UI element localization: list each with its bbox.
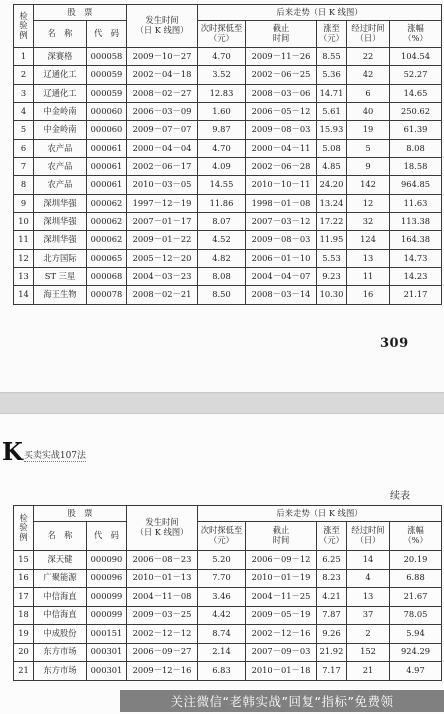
table-cell: 21.17 — [390, 286, 442, 304]
table-cell: 2008－02－21 — [127, 286, 198, 304]
table-cell: 4.21 — [317, 588, 347, 607]
table-cell: 000062 — [87, 213, 127, 231]
header-row-label: 检 验 例 — [14, 5, 34, 48]
table-cell: 12 — [14, 249, 34, 267]
table-cell: 7.17 — [317, 662, 347, 681]
table-cell: 5 — [14, 121, 34, 139]
table-cell: 2 — [14, 66, 34, 84]
table-cell: 8.74 — [198, 625, 246, 644]
table-cell: 7.87 — [317, 606, 347, 625]
table-row — [14, 66, 442, 84]
table-row — [14, 588, 442, 607]
header-low: 次时探低至 （元） — [198, 21, 246, 48]
table-row — [14, 249, 442, 267]
table-cell: 2009－01－22 — [127, 231, 198, 249]
table-cell: 000065 — [87, 249, 127, 267]
header-stock-group: 股 票 — [34, 506, 127, 522]
table-row — [14, 121, 442, 139]
table-cell: 2002－06－28 — [246, 158, 317, 176]
table-row — [14, 158, 442, 176]
table-cell: 000068 — [87, 268, 127, 286]
table-cell: 4.52 — [198, 231, 246, 249]
table-cell: 2008－03－06 — [246, 84, 317, 102]
table-cell: 东方市场 — [34, 643, 87, 662]
table-cell: 250.62 — [390, 103, 442, 121]
table-cell: 21.67 — [390, 588, 442, 607]
table-cell: 2009－03－25 — [127, 606, 198, 625]
table-cell: 2010－10－11 — [246, 176, 317, 194]
table-row — [14, 268, 442, 286]
table-cell: 000060 — [87, 103, 127, 121]
stock-table-1 — [13, 4, 442, 305]
table-cell: 000062 — [87, 194, 127, 212]
logo-text: 买卖实战107法 — [24, 448, 86, 462]
table-cell: 北方国际 — [34, 249, 87, 267]
table-cell: 中金岭南 — [34, 103, 87, 121]
table-cell: 8 — [14, 176, 34, 194]
table-cell: 10.30 — [317, 286, 347, 304]
table-cell: 2 — [347, 625, 390, 644]
table-cell: 2006－03－09 — [127, 103, 198, 121]
table-cell: 1.60 — [198, 103, 246, 121]
table-cell: 2004－03－23 — [127, 268, 198, 286]
table-cell: 5.20 — [198, 551, 246, 570]
table-cell: 2009－10－27 — [127, 48, 198, 66]
table-row — [14, 176, 442, 194]
table-row — [14, 643, 442, 662]
table-cell: 78.05 — [390, 606, 442, 625]
table-cell: 152 — [347, 643, 390, 662]
table-cell: 000060 — [87, 121, 127, 139]
table-cell: 17.22 — [317, 213, 347, 231]
table-cell: 11 — [347, 268, 390, 286]
table-cell: 17 — [14, 588, 34, 607]
table-cell: 2010－03－05 — [127, 176, 198, 194]
table-cell: 000059 — [87, 84, 127, 102]
table-cell: 4 — [14, 103, 34, 121]
table-cell: 6 — [347, 84, 390, 102]
table-cell: 广聚能源 — [34, 569, 87, 588]
table-cell: 2006－09－12 — [246, 551, 317, 570]
table-row — [14, 231, 442, 249]
table-cell: 14 — [14, 286, 34, 304]
table-cell: 农产品 — [34, 176, 87, 194]
header-rise: 涨至 （元） — [317, 522, 347, 551]
table-cell: 2009－08－03 — [246, 231, 317, 249]
stock-table-2 — [13, 505, 442, 681]
table-cell: 农产品 — [34, 158, 87, 176]
table-cell: 13 — [347, 588, 390, 607]
table-cell: 2002－06－17 — [127, 158, 198, 176]
table-cell: 8.50 — [198, 286, 246, 304]
table-cell: 12.83 — [198, 84, 246, 102]
header-stock-group: 股 票 — [34, 5, 127, 21]
table-cell: 中信海直 — [34, 588, 87, 607]
header-trend-group: 后来走势（日 K 线图） — [198, 5, 442, 21]
header-gain: 涨幅 （%） — [390, 522, 442, 551]
table-row — [14, 48, 442, 66]
header-low: 次时探低至 （元） — [198, 522, 246, 551]
table-cell: 5.08 — [317, 139, 347, 157]
table-row — [14, 286, 442, 304]
table-cell: 2009－08－03 — [246, 121, 317, 139]
table-cell: 2.14 — [198, 643, 246, 662]
table-cell: 4.85 — [317, 158, 347, 176]
table-cell: 2004－11－25 — [246, 588, 317, 607]
table-cell: 2007－03－12 — [246, 213, 317, 231]
header-end: 截止 时间 — [246, 21, 317, 48]
table-cell: 000059 — [87, 66, 127, 84]
header-end: 截止 时间 — [246, 522, 317, 551]
table-cell: 4.82 — [198, 249, 246, 267]
table-cell: 东方市场 — [34, 662, 87, 681]
table-cell: 8.07 — [198, 213, 246, 231]
table-cell: 21 — [347, 662, 390, 681]
table-cell: 农产品 — [34, 139, 87, 157]
wechat-watermark: 关注微信“老韩实战”回复“指标”免费领 — [120, 690, 444, 712]
table-cell: 000099 — [87, 588, 127, 607]
table-cell: 6.83 — [198, 662, 246, 681]
table-cell: 000301 — [87, 662, 127, 681]
header-trend-group: 后来走势（日 K 线图） — [198, 506, 442, 522]
table-cell: 9.87 — [198, 121, 246, 139]
table-cell: 深圳华强 — [34, 213, 87, 231]
table-cell: 000058 — [87, 48, 127, 66]
table-cell: 104.54 — [390, 48, 442, 66]
table-cell: 5 — [347, 139, 390, 157]
table-cell: 14.55 — [198, 176, 246, 194]
table-cell: 1 — [14, 48, 34, 66]
table-cell: 9 — [347, 158, 390, 176]
table-cell: 4.09 — [198, 158, 246, 176]
table-cell: 42 — [347, 66, 390, 84]
table-cell: 113.38 — [390, 213, 442, 231]
table-cell: 20 — [14, 643, 34, 662]
header-code: 代 码 — [87, 21, 127, 48]
table-cell: 164.38 — [390, 231, 442, 249]
table-cell: 2002－04－18 — [127, 66, 198, 84]
table-cell: 14.73 — [390, 249, 442, 267]
table-cell: 19 — [14, 625, 34, 644]
table-cell: 3.52 — [198, 66, 246, 84]
table-cell: 2009－05－19 — [246, 606, 317, 625]
table-cell: 5.53 — [317, 249, 347, 267]
table-cell: 000078 — [87, 286, 127, 304]
table-cell: 2006－08－23 — [127, 551, 198, 570]
table-cell: 000096 — [87, 569, 127, 588]
table-row — [14, 103, 442, 121]
table-cell: 9.23 — [317, 268, 347, 286]
table-cell: 深赛格 — [34, 48, 87, 66]
table-cell: 深天健 — [34, 551, 87, 570]
table-cell: 9 — [14, 194, 34, 212]
table-cell: 2009－11－26 — [246, 48, 317, 66]
table-cell: 2007－01－17 — [127, 213, 198, 231]
table-cell: 2004－04－07 — [246, 268, 317, 286]
table-cell: 142 — [347, 176, 390, 194]
table-cell: 2004－11－08 — [127, 588, 198, 607]
table-cell: 4.42 — [198, 606, 246, 625]
table-cell: 40 — [347, 103, 390, 121]
table-cell: 2000－04－11 — [246, 139, 317, 157]
header-row-label: 检 验 例 — [14, 506, 34, 551]
table-cell: 10 — [14, 213, 34, 231]
table-cell: 16 — [347, 286, 390, 304]
table-cell: 000090 — [87, 551, 127, 570]
header-rise: 涨至 （元） — [317, 21, 347, 48]
table-cell: 2010－01－13 — [127, 569, 198, 588]
table-cell: 18 — [14, 606, 34, 625]
table-cell: 24.20 — [317, 176, 347, 194]
table-cell: 2009－12－16 — [127, 662, 198, 681]
table-cell: 4.70 — [198, 139, 246, 157]
header-date: 发生时间 （日 K 线图） — [127, 5, 198, 48]
header-date: 发生时间 （日 K 线图） — [127, 506, 198, 551]
table-cell: 18.58 — [390, 158, 442, 176]
header-name: 名 称 — [34, 21, 87, 48]
header-gain: 涨幅 （%） — [390, 21, 442, 48]
table-cell: 000099 — [87, 606, 127, 625]
table-cell: 2002－06－25 — [246, 66, 317, 84]
table-cell: 7.70 — [198, 569, 246, 588]
header-elapsed: 经过时间 （日） — [347, 522, 390, 551]
table-cell: 11.63 — [390, 194, 442, 212]
table-row — [14, 569, 442, 588]
table-cell: 辽通化工 — [34, 66, 87, 84]
table-row — [14, 194, 442, 212]
table-cell: 000061 — [87, 139, 127, 157]
table-cell: 2005－12－20 — [127, 249, 198, 267]
table-cell: 15.93 — [317, 121, 347, 139]
table-cell: 15 — [14, 551, 34, 570]
table-cell: 海王生物 — [34, 286, 87, 304]
table-cell: 2009－07－07 — [127, 121, 198, 139]
table-cell: 11.86 — [198, 194, 246, 212]
table-cell: 8.08 — [390, 139, 442, 157]
table-cell: 12 — [347, 194, 390, 212]
table-cell: 924.29 — [390, 643, 442, 662]
table-cell: 中信海直 — [34, 606, 87, 625]
table-cell: 000061 — [87, 158, 127, 176]
table-cell: 8.23 — [317, 569, 347, 588]
table-cell: 14.65 — [390, 84, 442, 102]
table-cell: 4.70 — [198, 48, 246, 66]
table-cell: 1998－01－08 — [246, 194, 317, 212]
continued-label: 续表 — [390, 491, 410, 502]
table-cell: 8.08 — [198, 268, 246, 286]
table-cell: 61.39 — [390, 121, 442, 139]
table-2-body — [14, 551, 442, 681]
table-cell: 1997－12－19 — [127, 194, 198, 212]
table-cell: 964.85 — [390, 176, 442, 194]
table-row — [14, 551, 442, 570]
table-cell: 000301 — [87, 643, 127, 662]
table-row — [14, 662, 442, 681]
table-1-body — [14, 48, 442, 305]
table-cell: 000062 — [87, 231, 127, 249]
table-cell: 11 — [14, 231, 34, 249]
table-cell: 2006－09－27 — [127, 643, 198, 662]
page-number: 309 — [380, 336, 409, 351]
book-logo — [2, 437, 87, 466]
table-cell: 124 — [347, 231, 390, 249]
table-cell: 9.26 — [317, 625, 347, 644]
table-cell: 中成股份 — [34, 625, 87, 644]
table-cell: 2006－01－10 — [246, 249, 317, 267]
table-cell: 2007－09－03 — [246, 643, 317, 662]
table-cell: 21 — [14, 662, 34, 681]
table-cell: 深圳华强 — [34, 231, 87, 249]
table-cell: 16 — [14, 569, 34, 588]
table-cell: 13 — [347, 249, 390, 267]
table-cell: 14 — [347, 551, 390, 570]
table-cell: 4 — [347, 569, 390, 588]
table-cell: 32 — [347, 213, 390, 231]
table-cell: 3 — [14, 84, 34, 102]
table-row — [14, 84, 442, 102]
table-cell: ST 三星 — [34, 268, 87, 286]
table-cell: 辽通化工 — [34, 84, 87, 102]
table-cell: 2010－01－19 — [246, 569, 317, 588]
header-code: 代 码 — [87, 522, 127, 551]
table-cell: 22 — [347, 48, 390, 66]
table-cell: 000061 — [87, 176, 127, 194]
table-cell: 20.19 — [390, 551, 442, 570]
table-cell: 5.36 — [317, 66, 347, 84]
table-row — [14, 139, 442, 157]
table-cell: 19 — [347, 121, 390, 139]
page-divider — [0, 392, 444, 414]
table-cell: 37 — [347, 606, 390, 625]
table-cell: 5.94 — [390, 625, 442, 644]
table-cell: 21.92 — [317, 643, 347, 662]
table-cell: 6.25 — [317, 551, 347, 570]
table-cell: 14.23 — [390, 268, 442, 286]
table-cell: 3.46 — [198, 588, 246, 607]
logo-k-mark: K — [2, 437, 23, 466]
table-cell: 8.55 — [317, 48, 347, 66]
table-cell: 6 — [14, 139, 34, 157]
table-cell: 2008－02－27 — [127, 84, 198, 102]
header-name: 名 称 — [34, 522, 87, 551]
table-cell: 2002－12－12 — [127, 625, 198, 644]
table-cell: 14.71 — [317, 84, 347, 102]
table-cell: 2008－03－14 — [246, 286, 317, 304]
table-cell: 2000－04－04 — [127, 139, 198, 157]
table-cell: 13.24 — [317, 194, 347, 212]
table-cell: 7 — [14, 158, 34, 176]
table-cell: 000151 — [87, 625, 127, 644]
table-cell: 深圳华强 — [34, 194, 87, 212]
table-cell: 2006－05－12 — [246, 103, 317, 121]
header-elapsed: 经过时间 （日） — [347, 21, 390, 48]
table-cell: 2002－12－16 — [246, 625, 317, 644]
table-cell: 11.95 — [317, 231, 347, 249]
table-cell: 6.88 — [390, 569, 442, 588]
table-cell: 5.61 — [317, 103, 347, 121]
table-cell: 4.97 — [390, 662, 442, 681]
table-cell: 52.27 — [390, 66, 442, 84]
table-row — [14, 213, 442, 231]
table-row — [14, 606, 442, 625]
table-cell: 2010－01－18 — [246, 662, 317, 681]
table-cell: 中金岭南 — [34, 121, 87, 139]
table-cell: 13 — [14, 268, 34, 286]
table-row — [14, 625, 442, 644]
